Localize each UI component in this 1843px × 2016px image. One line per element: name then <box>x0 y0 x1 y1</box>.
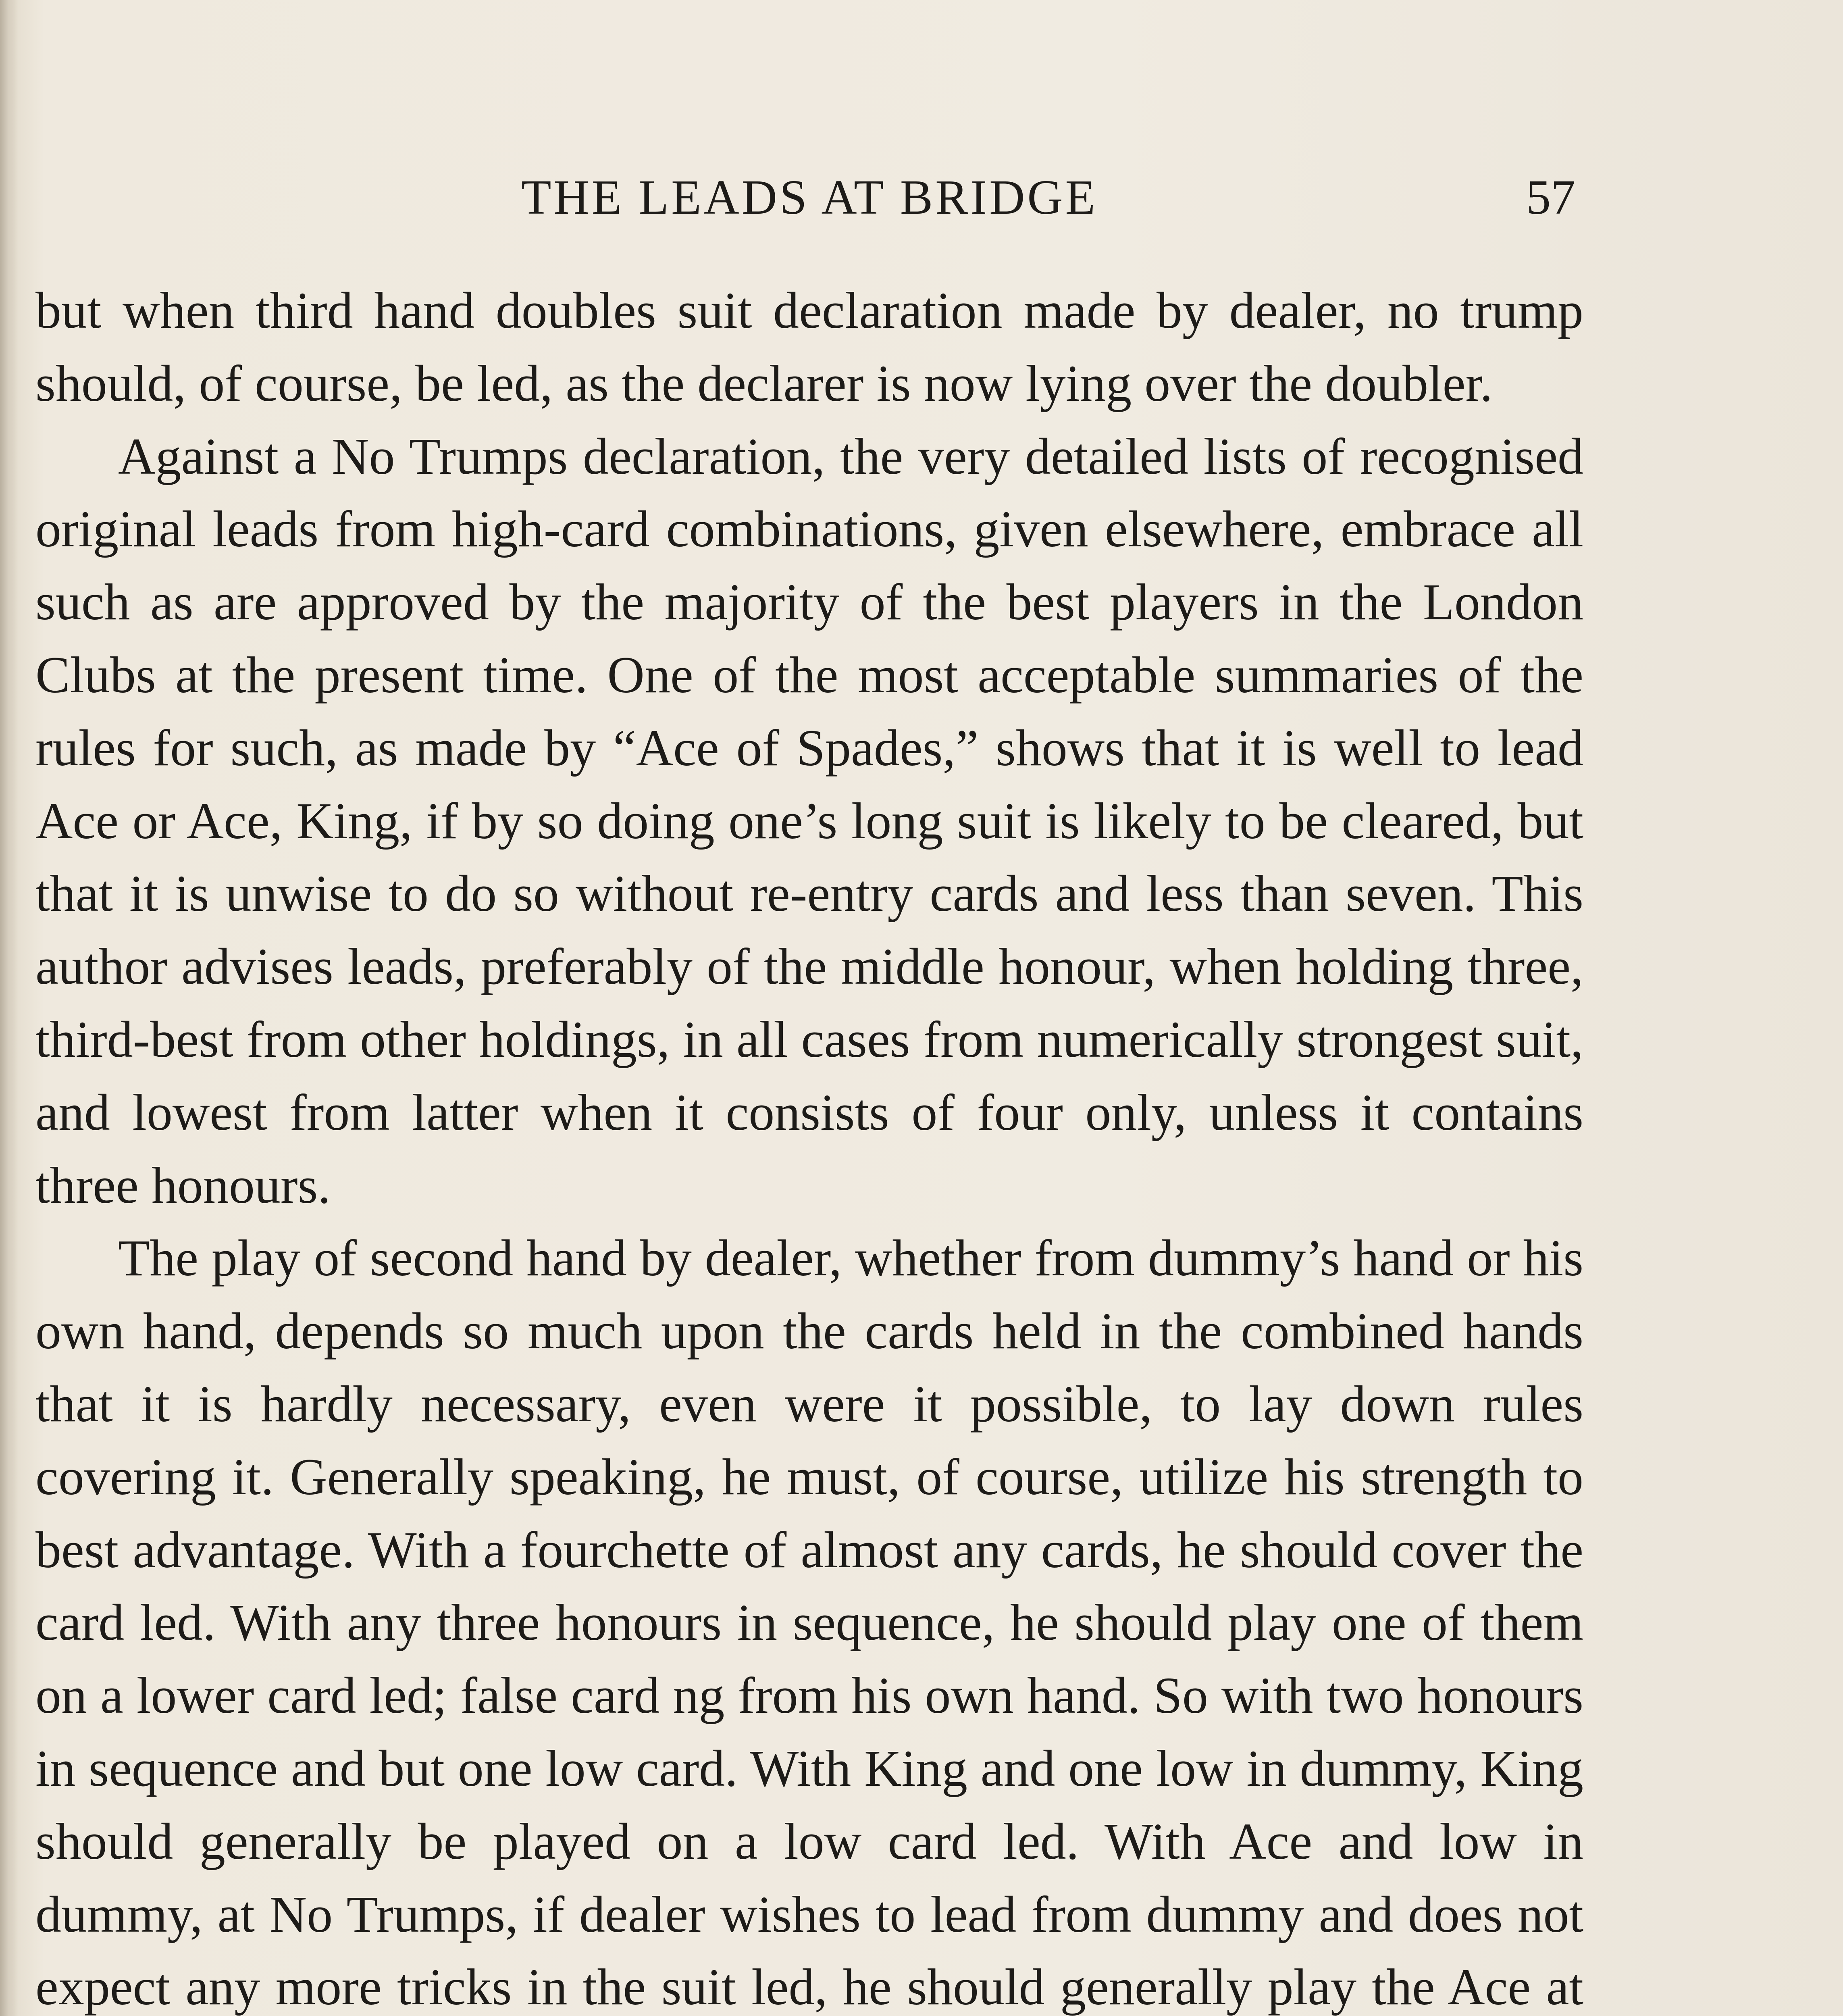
paragraph-second-hand-dealer: The play of second hand by dealer, whether from dummy’s hand or his own hand, depends so much upon the cards held in the combined hands that it is hardly necessary, even were it possible, to lay down rules covering it. Generally speaking, he must, of course, utilize his strength to best advantage. With a fourchette of almost any cards, he should cover the card led. With any three honours in sequence, he should play one of them on a lower card led; false card ng from his own hand. So with two honours in sequence and but one low card. With King and one low in dummy, King should generally be played on a low card led. With Ace and low in dummy, at No Trumps, if dealer wishes to lead from dummy and does not expect any more tricks in the suit led, he should generally play the Ace at <box>35 1229 1583 2016</box>
paragraph-no-trumps-leads: Against a No Trumps declaration, the very detailed lists of recognised original leads from high-card combinations, given elsewhere, embrace all such as are approved by the majority of the best players in the London Clubs at the present time. One of the most acceptable summaries of the rules for such, as made by “Ace of Spades,” shows that it is well to lead Ace or Ace, King, if by so doing one’s long suit is likely to be cleared, but that it is unwise to do so without re-entry cards and less than seven. This author advises leads, preferably of the middle honour, when holding three, third-best from other holdings, in all cases from numerically strongest suit, and lowest from latter when it consists of four only, unless it contains three honours. <box>35 427 1583 1214</box>
body-text <box>35 274 1583 2016</box>
paragraph-continued: but when third hand doubles suit declaration made by dealer, no trump should, of course, be led, as the declarer is now lying over the doubler. <box>35 282 1583 412</box>
running-title: THE LEADS AT BRIDGE <box>521 170 1098 225</box>
page-header <box>35 161 1583 234</box>
page-spine-shadow <box>0 0 19 2016</box>
page-number: 57 <box>1526 170 1575 225</box>
